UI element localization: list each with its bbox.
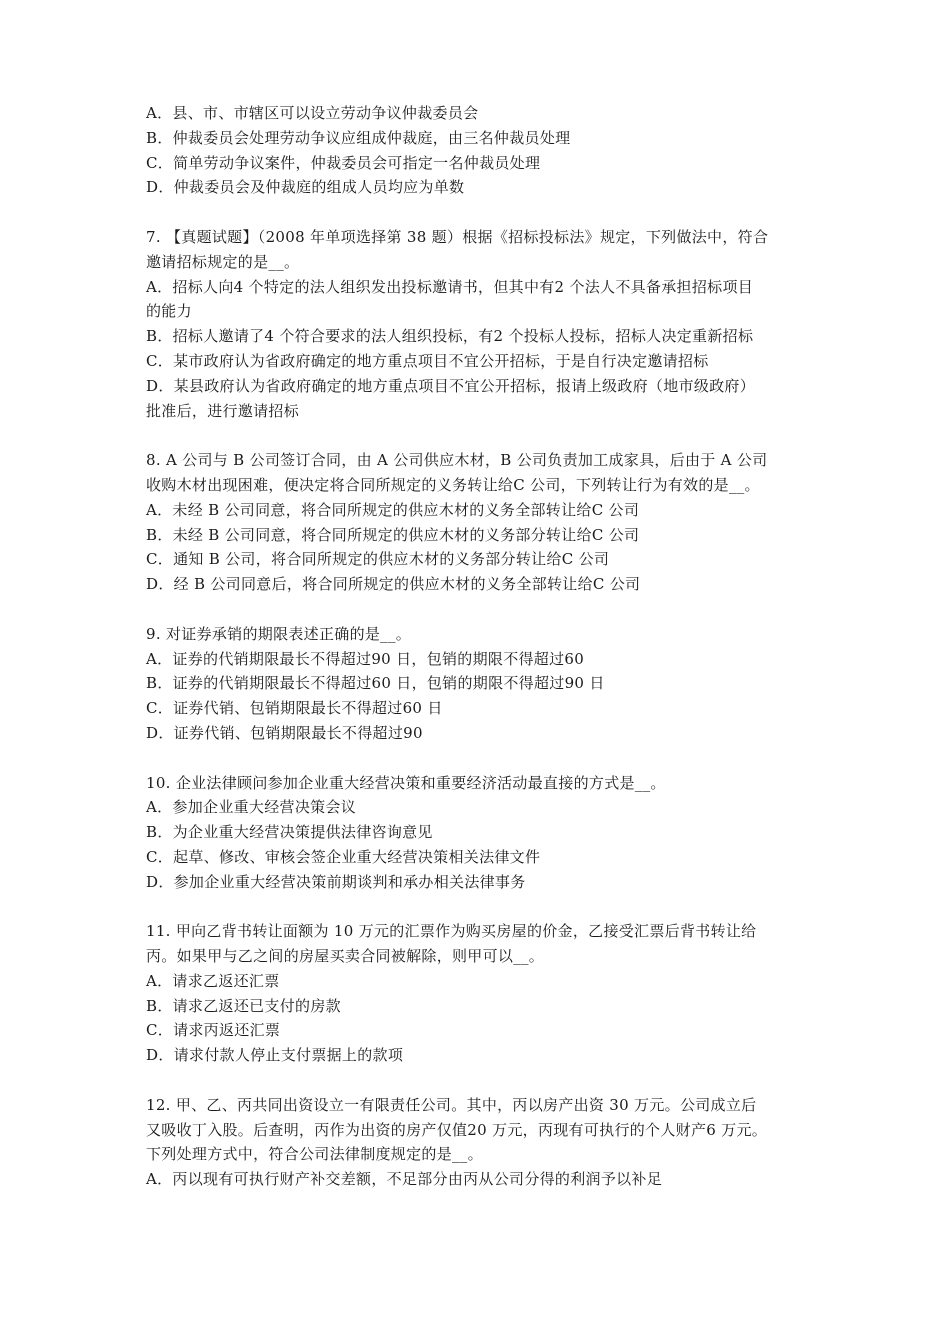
option-a: A．参加企业重大经营决策会议 [146,798,357,817]
option-b: B．仲裁委员会处理劳动争议应组成仲裁庭，由三名仲裁员处理 [146,128,571,147]
question-text: 丙。如果甲与乙之间的房屋买卖合同被解除，则甲可以__。 [146,947,545,966]
question-12 [146,1093,814,1192]
option-a: A．请求乙返还汇票 [146,971,280,990]
question-text: 下列处理方式中，符合公司法律制度规定的是__。 [146,1145,483,1164]
option-c: C．起草、修改、审核会签企业重大经营决策相关法律文件 [146,847,541,866]
option-d: D．经 B 公司同意后，将合同所规定的供应木材的义务全部转让给C 公司 [146,575,641,594]
spacer [146,200,814,225]
option-c: C．某市政府认为省政府确定的地方重点项目不宜公开招标，于是自行决定邀请招标 [146,351,709,370]
question-text: 7. 【真题试题】（2008 年单项选择第 38 题）根据《招标投标法》规定，下列做法中，符合 [146,227,769,246]
option-d-cont: 批准后，进行邀请招标 [146,401,300,420]
spacer [146,597,814,622]
spacer [146,423,814,448]
question-text: 9. 对证券承销的期限表述正确的是__。 [146,624,412,643]
option-b: B．招标人邀请了4 个符合要求的法人组织投标，有2 个投标人投标，招标人决定重新招标 [146,327,754,346]
option-a: A．证券的代销期限最长不得超过90 日，包销的期限不得超过60 [146,649,585,668]
question-text: 又吸收丁入股。后查明，丙作为出资的房产仅值20 万元，丙现有可执行的个人财产6 万元。 [146,1120,768,1139]
option-d: D．某县政府认为省政府确定的地方重点项目不宜公开招标，报请上级政府（地市级政府） [146,376,756,395]
spacer [146,746,814,771]
question-8 [146,448,814,597]
question-text: 收购木材出现困难，便决定将合同所规定的义务转让给C 公司，下列转让行为有效的是__。 [146,475,760,494]
question-10 [146,771,814,895]
question-9 [146,622,814,746]
option-d: D．仲裁委员会及仲裁庭的组成人员均应为单数 [146,178,465,197]
option-d: D．证券代销、包销期限最长不得超过90 [146,723,423,742]
option-d: D．参加企业重大经营决策前期谈判和承办相关法律事务 [146,872,526,891]
question-text: 8. A 公司与 B 公司签订合同，由 A 公司供应木材，B 公司负责加工成家具，后由于 A 公司 [146,451,768,470]
question-text: 10. 企业法律顾问参加企业重大经营决策和重要经济活动最直接的方式是__。 [146,773,666,792]
option-a: A．县、市、市辖区可以设立劳动争议仲裁委员会 [146,104,479,122]
document-body [146,101,814,1192]
option-a: A．未经 B 公司同意，将合同所规定的供应木材的义务全部转让给C 公司 [146,500,640,519]
question-7 [146,225,814,423]
option-d: D．请求付款人停止支付票据上的款项 [146,1046,404,1065]
option-a-cont: 的能力 [146,302,192,321]
question-text: 邀请招标规定的是__。 [146,252,300,271]
question-text: 12. 甲、乙、丙共同出资设立一有限责任公司。其中，丙以房产出资 30 万元。公司成立后 [146,1095,757,1114]
option-b: B．请求乙返还已支付的房款 [146,996,341,1015]
option-a: A．丙以现有可执行财产补交差额，不足部分由丙从公司分得的利润予以补足 [146,1170,663,1189]
option-c: C．简单劳动争议案件，仲裁委员会可指定一名仲裁员处理 [146,153,541,172]
option-c: C．证券代销、包销期限最长不得超过60 日 [146,699,443,718]
option-c: C．请求丙返还汇票 [146,1021,281,1040]
spacer [146,895,814,920]
option-c: C．通知 B 公司，将合同所规定的供应木材的义务部分转让给C 公司 [146,550,610,569]
option-b: B．证券的代销期限最长不得超过60 日，包销的期限不得超过90 日 [146,674,605,693]
option-a: A．招标人向4 个特定的法人组织发出投标邀请书，但其中有2 个法人不具备承担招标项目 [146,277,754,296]
spacer [146,1068,814,1093]
question-6-options [146,101,814,200]
question-text: 11. 甲向乙背书转让面额为 10 万元的汇票作为购买房屋的价金，乙接受汇票后背书转让给 [146,922,757,941]
option-b: B．未经 B 公司同意，将合同所规定的供应木材的义务部分转让给C 公司 [146,525,640,544]
option-b: B．为企业重大经营决策提供法律咨询意见 [146,823,433,842]
question-11 [146,919,814,1068]
